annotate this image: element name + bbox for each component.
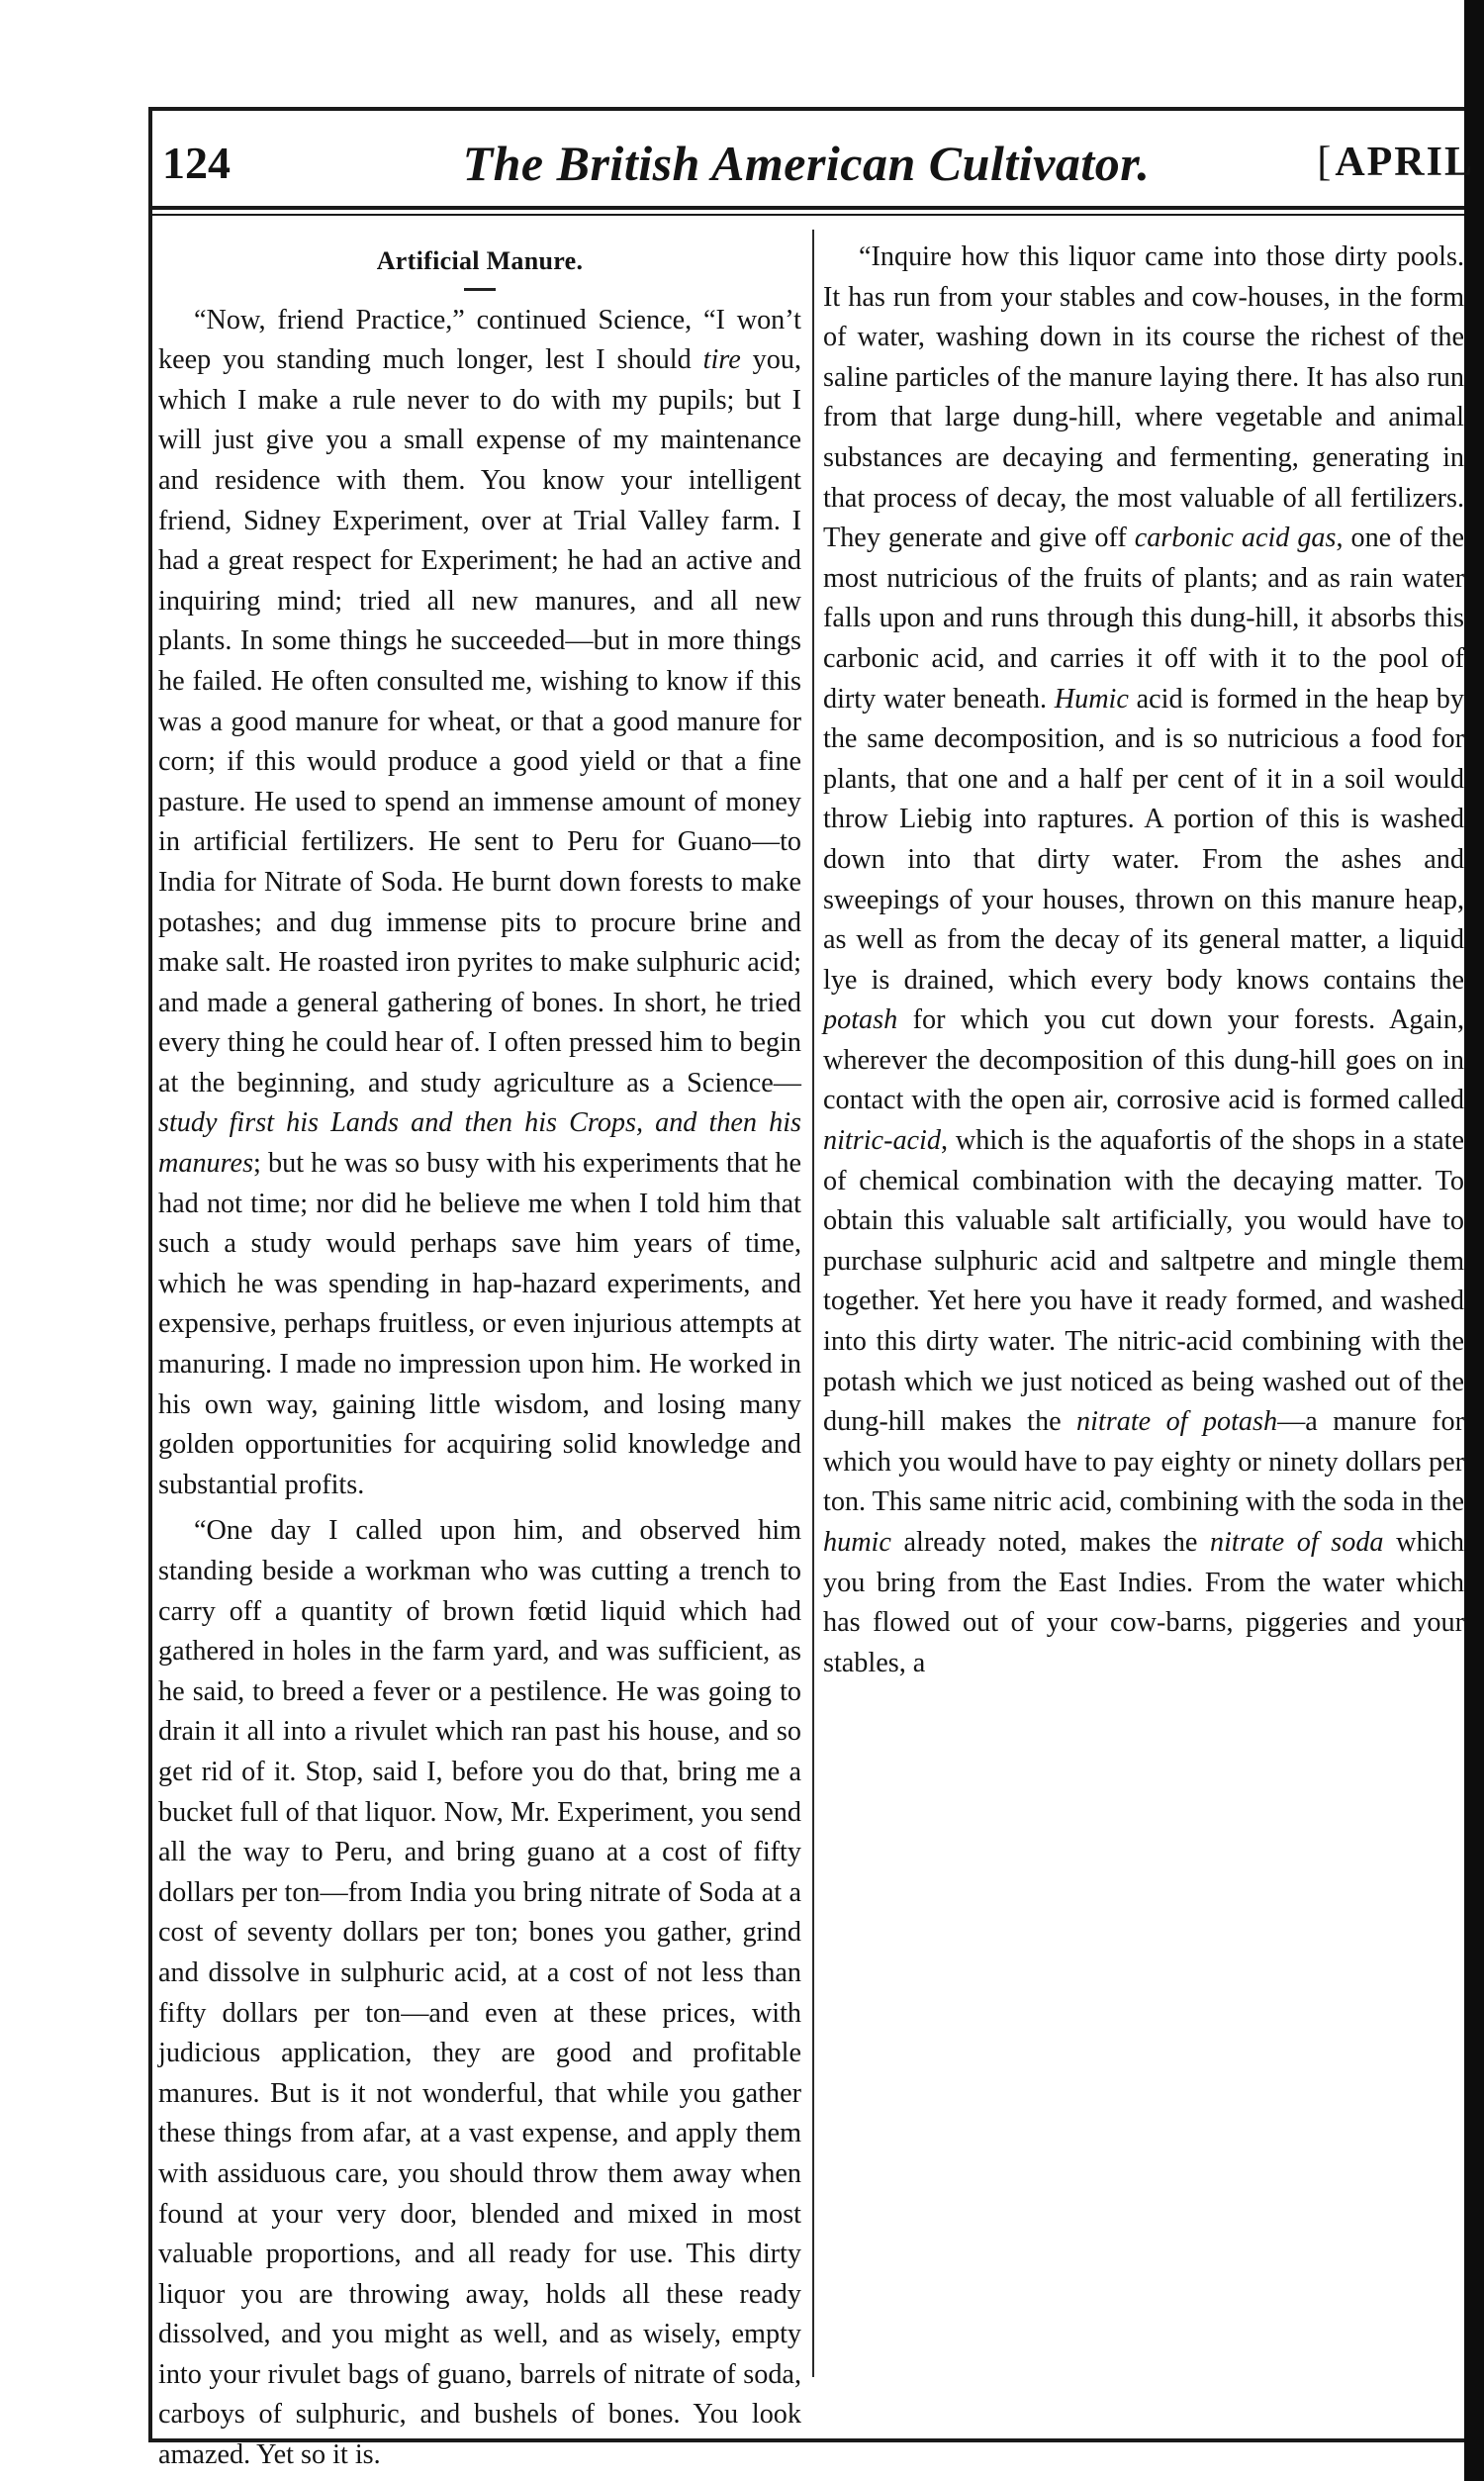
article-paragraph-2: “One day I called upon him, and observed him standing beside a workman who was cutting a trench to carry off a quantity of brown fœtid liquid which had gathered in holes in the farm yard, and was sufficient, as he said, to breed a fever or a pestilence. He was going to drain it all into a rivulet which ran past his house, and so get rid of it. Stop, said I, before you do that, bring me a bucket full of that liquor. Now, Mr. Experiment, you send all the way to Peru, and bring guano at a cost of fifty dollars per ton—from India you bring nitrate of Soda at a cost of seventy dollars per ton; bones you gather, grind and dissolve in sulphuric acid, at a cost of not less than fifty dollars per ton—and even at these prices, with judicious application, they are good and profitable manures. But is it not wonderful, that while you gather these things from afar, at a vast expense, and apply them with assiduous care, you should throw them away when found at your very door, blended and mixed in most valuable proportions, and all ready for use. This dirty liquor you are throwing away, holds all these ready dissolved, and you might as well, and as wisely, empty into your rivulet bags of guano, barrels of nitrate of soda, carboys of sulphuric, and bushels of bones. You look amazed. Yet so it is.	[158, 1515, 801, 2471]
journal-title: The British American Cultivator.	[462, 136, 1151, 191]
article-paragraph-1: “Now, friend Practice,” continued Science, “I won’t keep you standing much longer, lest I should tire you, which I make a rule never to do with my pupils; but I will just give you a small expense of my maintenance and residence with them. You know your intelligent friend, Sidney Experiment, over at Trial Valley farm. I had a great respect for Experiment; he had an active and inquiring mind; tried all new manures, and all new plants. In some things he succeeded—but in more things he failed. He often consulted me, wishing to know if this was a good manure for wheat, or that a good manure for corn; if this would produce a good yield or that a fine pasture. He used to spend an immense amount of money in artificial fertilizers. He sent to Peru for Guano—to India for Nitrate of Soda. He burnt down forests to make potashes; and dug immense pits to procure brine and make salt. He roasted iron pyrites to make sulphuric acid; and made a general gathering of bones. In short, he tried every thing he could hear of. I often pressed him to begin at the beginning, and study agriculture as a Science—study first his Lands and then his Crops, and then his manures; but he was so busy with his experiments that he had not time; nor did he believe me when I told him that such a study would perhaps save him years of time, which he was spending in hap-hazard experiments, and expensive, perhaps fruitless, or even injurious attempts at manuring. I made no impression upon him. He worked in his own way, gaining little wisdom, and losing many golden opportunities for acquiring solid knowledge and substantial profits.	[158, 304, 801, 1500]
article-paragraph-3: “Inquire how this liquor came into those dirty pools. It has run from your stables and cow-houses, in the form of water, washing down in its course the richest of the saline particles of the manure laying there. It has also run from that large dung-hill, where vegetable and animal substances are decaying and fermenting, generating in that process of decay, the most valuable of all fertilizers. They generate and give off carbonic acid gas, one of the most nutricious of the fruits of plants; and as rain water falls upon and runs through this dung-hill, it absorbs this carbonic acid, and carries it off with it to the pool of dirty water beneath. Humic acid is formed in the heap by the same decomposition, and is so nutricious a food for plants, that one and a half per cent of it in a soil would throw Liebig into raptures. A portion of this is washed down into that dirty water. From the ashes and sweepings of your houses, thrown on this manure heap, as well as from the decay of its general matter, a liquid lye is drained, which every body knows contains the potash for which you cut down your forests. Again, wherever the decomposition of this dung-hill goes on in contact with the open air, corrosive acid is formed called nitric-acid, which is the aquafortis of the shops in a state of chemical combination with the decaying matter. To obtain this valuable salt artificially, you would have to purchase sulphuric acid and saltpetre and mingle them together. Yet here you have it ready formed, and washed into this dirty water. The nitric-acid combining with the potash which we just noticed as being washed out of the dung-hill makes the nitrate of potash—a manure for which you would have to pay eighty or ninety dollars per ton. This same nitric acid, combining with the soda in the humic already noted, makes the nitrate of soda which you bring from the East Indies. From the water which has flowed out of your cow-barns, piggeries and your stables, a	[823, 241, 1465, 1678]
column-divider	[812, 230, 814, 2377]
frame-top-rule	[148, 107, 1464, 111]
article-title: Artificial Manure.	[376, 246, 584, 275]
page-number: 124	[162, 138, 231, 188]
article-column-right	[823, 238, 1464, 2375]
frame-left-rule	[148, 107, 152, 2442]
scanner-margin-strip	[1464, 0, 1484, 2481]
issue-month: [ APRIL	[1317, 139, 1474, 186]
page-header	[148, 129, 1474, 198]
article-column-left	[158, 238, 801, 2471]
header-rule-thick	[152, 206, 1464, 210]
title-dash	[464, 288, 496, 291]
header-rule-thin	[152, 214, 1464, 216]
